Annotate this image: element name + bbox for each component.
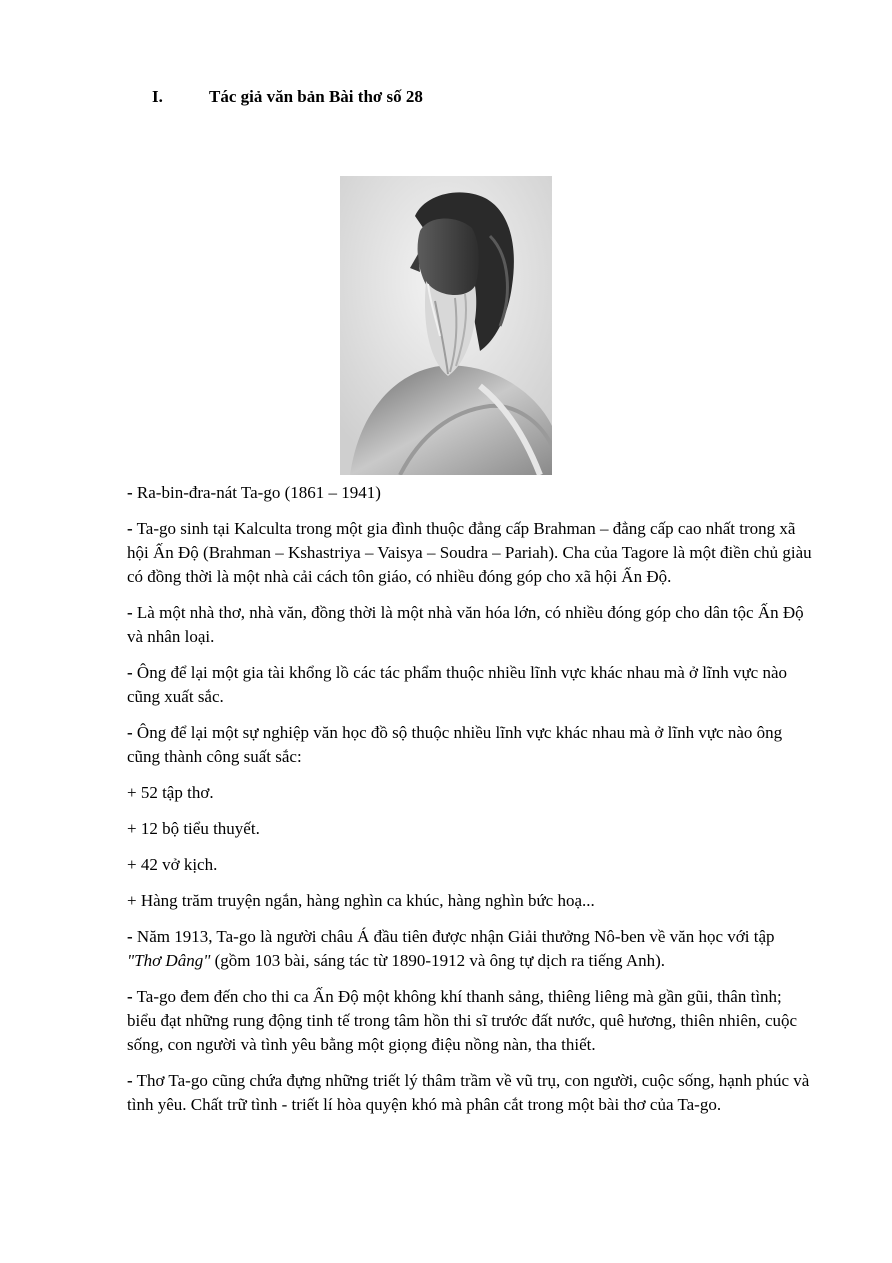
bullet-dash: - (127, 1071, 133, 1090)
paragraph (127, 985, 812, 1057)
paragraph (127, 721, 812, 769)
bullet-dash: - (127, 987, 133, 1006)
paragraph (127, 481, 812, 505)
portrait-photo-icon (340, 176, 552, 475)
paragraph (127, 517, 812, 589)
paragraph-text: Ta-go đem đến cho thi ca Ấn Độ một không khí thanh sảng, thiêng liêng mà gần gũi, thân tình; biểu đạt những rung động tinh tế trong tâm hồn thi sĩ trước đất nước, quê hương, thiên nhiên, cuộc sống, con người và tình yêu bằng một giọng điệu nồng nàn, tha thiết. (127, 987, 798, 1054)
author-portrait (340, 176, 552, 475)
paragraph-text: Ông để lại một gia tài khổng lồ các tác phẩm thuộc nhiều lĩnh vực khác nhau mà ở lĩnh vực nào cũng xuất sắc. (127, 663, 788, 706)
section-number: I. (152, 87, 163, 106)
paragraph (127, 601, 812, 649)
paragraph (127, 1069, 812, 1117)
bullet-dash: - (127, 927, 133, 946)
paragraph-text: (gồm 103 bài, sáng tác từ 1890-1912 và ông tự dịch ra tiếng Anh). (210, 951, 666, 970)
paragraph-text: Là một nhà thơ, nhà văn, đồng thời là một nhà văn hóa lớn, có nhiều đóng góp cho dân tộc Ấn Độ và nhân loại. (127, 603, 804, 646)
paragraph-text: Ông để lại một sự nghiệp văn học đồ sộ thuộc nhiều lĩnh vực khác nhau mà ở lĩnh vực nào ông cũng thành công suất sắc: (127, 723, 783, 766)
list-item: + 12 bộ tiểu thuyết. (127, 819, 260, 838)
bullet-dash: - (127, 723, 133, 742)
list-item: + Hàng trăm truyện ngắn, hàng nghìn ca khúc, hàng nghìn bức hoạ... (127, 891, 595, 910)
paragraph-text: Năm 1913, Ta-go là người châu Á đầu tiên được nhận Giải thưởng Nô-ben về văn học với tập (132, 927, 775, 946)
bullet-dash: - (127, 483, 133, 502)
list-item: + 52 tập thơ. (127, 783, 214, 802)
bullet-dash: - (127, 663, 133, 682)
paragraph-text: Thơ Ta-go cũng chứa đựng những triết lý thâm trầm về vũ trụ, con người, cuộc sống, hạnh phúc và tình yêu. Chất trữ tình - triết lí hòa quyện khó mà phân cắt trong một bài thơ của Ta-go. (127, 1071, 810, 1114)
document-body (127, 481, 812, 1129)
section-heading (152, 86, 423, 108)
bullet-dash: - (127, 519, 133, 538)
list-item: + 42 vở kịch. (127, 855, 218, 874)
paragraph (127, 661, 812, 709)
paragraph-text: Ta-go sinh tại Kalculta trong một gia đình thuộc đẳng cấp Brahman – đẳng cấp cao nhất trong xã hội Ấn Độ (Brahman – Kshastriya – Vaisya – Soudra – Pariah). Cha của Tagore là một điền chủ giàu có đồng thời là một nhà cải cách tôn giáo, có nhiều đóng góp cho xã hội Ấn Độ. (127, 519, 812, 586)
book-title: "Thơ Dâng" (127, 951, 211, 970)
section-title: Tác giả văn bản Bài thơ số 28 (209, 87, 423, 106)
paragraph-nobel (127, 925, 812, 973)
paragraph-text: Ra-bin-đra-nát Ta-go (1861 – 1941) (132, 483, 381, 502)
bullet-dash: - (127, 603, 133, 622)
